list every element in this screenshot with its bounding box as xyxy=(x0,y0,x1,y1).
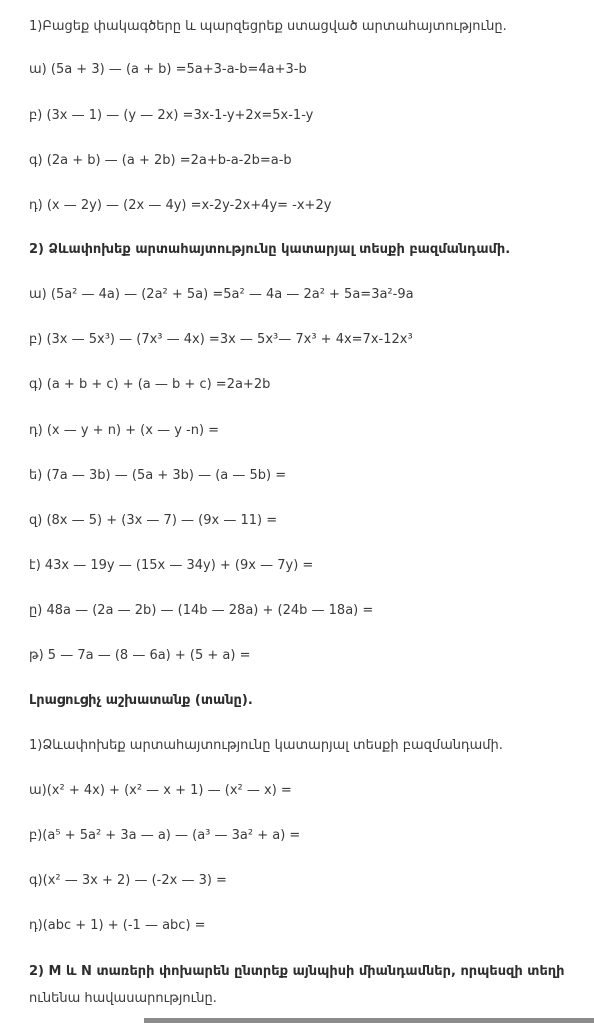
task2-item-c: գ) (a + b + c) + (a — b + c) =2a+2b xyxy=(29,377,271,392)
task1-item-a: ա) (5a + 3) — (a + b) =5a+3-a-b=4a+3-b xyxy=(29,62,307,77)
horizontal-scrollbar[interactable] xyxy=(144,1018,594,1023)
homework-item-c: գ)(x² — 3x + 2) — (-2x — 3) = xyxy=(29,873,227,888)
task2-item-g: է) 43x — 19y — (15x — 34y) + (9x — 7y) = xyxy=(29,558,314,573)
task2-item-e: ե) (7a — 3b) — (5a + 3b) — (a — 5b) = xyxy=(29,468,287,483)
task2-item-b: բ) (3x — 5x³) — (7x³ — 4x) =3x — 5x³— 7x³ + 4x=7x-12x³ xyxy=(29,332,413,347)
task2-item-a: ա) (5a² — 4a) — (2a² + 5a) =5a² — 4a — 2a² + 5a=3a²-9a xyxy=(29,287,414,302)
homework-task2-heading-cont: ունենա հավասարությունը. xyxy=(29,991,217,1006)
task1-heading: 1)Բացեք փակագծերը և պարզեցրեք ստացված արտահայտությունը. xyxy=(29,19,507,34)
task1-item-c: գ) (2a + b) — (a + 2b) =2a+b-a-2b=a-b xyxy=(29,153,292,168)
task1-item-b: բ) (3x — 1) — (y — 2x) =3x-1-y+2x=5x-1-y xyxy=(29,108,314,123)
homework-heading: Լրացուցիչ աշխատանք (տանը). xyxy=(29,693,253,708)
homework-task2-heading: 2) M և N տառերի փոխարեն ընտրեք այնպիսի միանդամներ, որպեսզի տեղի xyxy=(29,964,565,979)
task2-item-h: ը) 48a — (2a — 2b) — (14b — 28a) + (24b — 18a) = xyxy=(29,603,374,618)
homework-item-d: դ)(abc + 1) + (-1 — abc) = xyxy=(29,918,206,933)
homework-item-b: բ)(a⁵ + 5a² + 3a — a) — (a³ — 3a² + a) = xyxy=(29,828,301,843)
task2-heading: 2) Ձևափոխեք արտահայտությունը կատարյալ տեսքի բազմանդամի. xyxy=(29,242,511,257)
homework-task1-heading: 1)Ձևափոխեք արտահայտությունը կատարյալ տեսքի բազմանդամի. xyxy=(29,738,503,753)
task2-item-i: թ) 5 — 7a — (8 — 6a) + (5 + a) = xyxy=(29,648,251,663)
task1-item-d: դ) (x — 2y) — (2x — 4y) =x-2y-2x+4y= -x+2y xyxy=(29,198,332,213)
task2-item-f: զ) (8x — 5) + (3x — 7) — (9x — 11) = xyxy=(29,513,278,528)
homework-item-a: ա)(x² + 4x) + (x² — x + 1) — (x² — x) = xyxy=(29,783,292,798)
task2-item-d: դ) (x — y + n) + (x — y -n) = xyxy=(29,423,220,438)
